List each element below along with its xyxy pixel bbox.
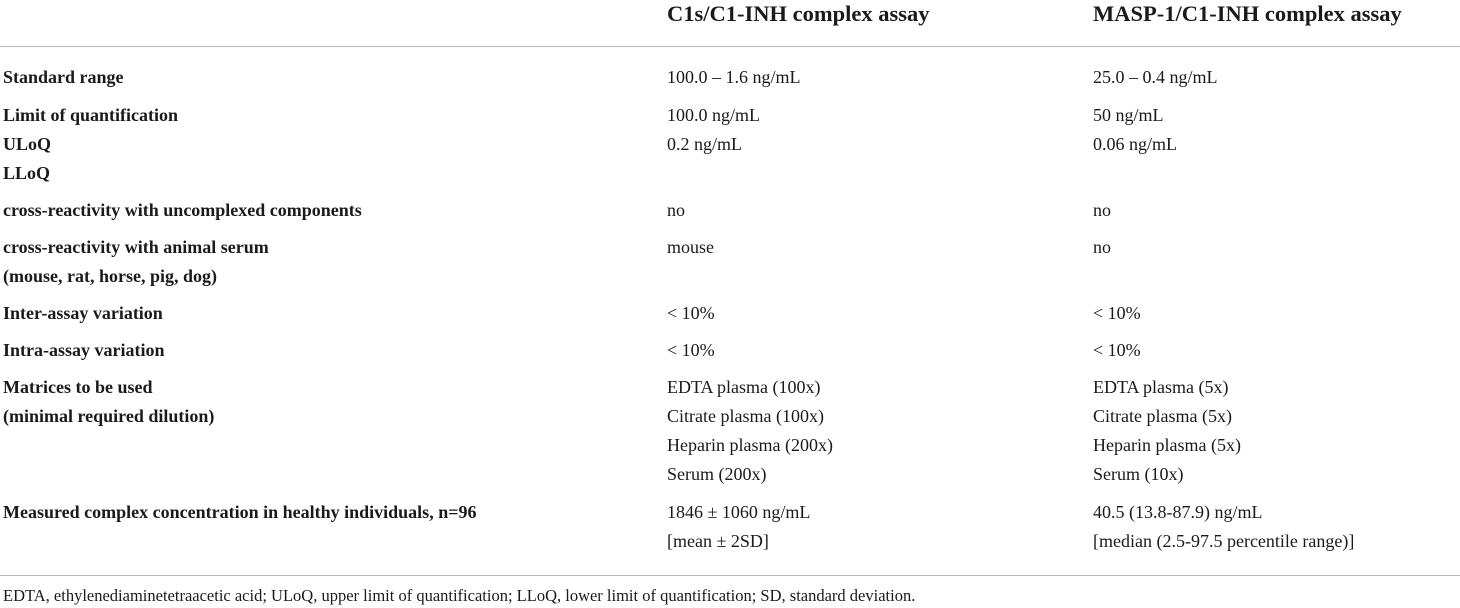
row-label: (minimal required dilution) xyxy=(3,406,215,426)
c1s-value: no xyxy=(667,200,685,220)
c1s-value-cell xyxy=(667,196,685,225)
c1s-value: mouse xyxy=(667,237,714,257)
masp1-value: no xyxy=(1093,200,1111,220)
c1s-value-cell xyxy=(667,101,760,159)
row-label: Matrices to be used xyxy=(3,377,153,397)
row-label-cell xyxy=(3,63,124,92)
masp1-value: < 10% xyxy=(1093,303,1141,323)
row-label: Intra-assay variation xyxy=(3,340,165,360)
c1s-value-cell xyxy=(667,498,810,556)
masp1-value: [median (2.5-97.5 percentile range)] xyxy=(1093,531,1355,551)
masp1-value: < 10% xyxy=(1093,340,1141,360)
c1s-value: Heparin plasma (200x) xyxy=(667,435,833,455)
c1s-value: [mean ± 2SD] xyxy=(667,531,769,551)
masp1-value-cell xyxy=(1093,63,1218,92)
row-label-cell xyxy=(3,101,178,188)
table-footnote: EDTA, ethylenediaminetetraacetic acid; ULoQ, upper limit of quantification; LLoQ, lower limit of quantification; SD, standard deviation. xyxy=(3,586,916,605)
masp1-value-cell xyxy=(1093,101,1177,159)
c1s-value: 100.0 ng/mL xyxy=(667,105,760,125)
masp1-value-cell xyxy=(1093,196,1111,225)
c1s-value: 100.0 – 1.6 ng/mL xyxy=(667,67,801,87)
column-header-c1s: C1s/C1-INH complex assay xyxy=(667,1,930,26)
row-label: cross-reactivity with uncomplexed components xyxy=(3,200,362,220)
masp1-value: EDTA plasma (5x) xyxy=(1093,377,1229,397)
row-label: Standard range xyxy=(3,67,124,87)
c1s-value: < 10% xyxy=(667,340,715,360)
c1s-value-cell xyxy=(667,233,714,262)
masp1-value: no xyxy=(1093,237,1111,257)
c1s-value: 0.2 ng/mL xyxy=(667,134,742,154)
row-label-cell xyxy=(3,498,476,527)
masp1-value: 0.06 ng/mL xyxy=(1093,134,1177,154)
row-label-cell xyxy=(3,233,269,291)
masp1-value-cell xyxy=(1093,336,1141,365)
c1s-value: Citrate plasma (100x) xyxy=(667,406,824,426)
masp1-value-cell xyxy=(1093,498,1354,556)
row-label-cell xyxy=(3,299,163,328)
masp1-value-cell xyxy=(1093,233,1111,262)
masp1-value-cell xyxy=(1093,299,1141,328)
masp1-value: 40.5 (13.8-87.9) ng/mL xyxy=(1093,502,1263,522)
masp1-value-cell xyxy=(1093,373,1241,489)
row-label: Inter-assay variation xyxy=(3,303,163,323)
masp1-value: 25.0 – 0.4 ng/mL xyxy=(1093,67,1218,87)
row-label-cell xyxy=(3,336,165,365)
table-bottom-rule xyxy=(0,575,1460,576)
row-label: Limit of quantification xyxy=(3,105,179,125)
masp1-value: Citrate plasma (5x) xyxy=(1093,406,1232,426)
masp1-value: Heparin plasma (5x) xyxy=(1093,435,1241,455)
masp1-value: Serum (10x) xyxy=(1093,464,1184,484)
c1s-value: Serum (200x) xyxy=(667,464,767,484)
c1s-value-cell xyxy=(667,336,715,365)
row-label: cross-reactivity with animal serum xyxy=(3,237,269,257)
c1s-value-cell xyxy=(667,299,715,328)
c1s-value-cell xyxy=(667,373,833,489)
masp1-value: 50 ng/mL xyxy=(1093,105,1164,125)
c1s-value: < 10% xyxy=(667,303,715,323)
table-header xyxy=(0,0,1460,47)
row-label-cell xyxy=(3,196,362,225)
c1s-value-cell xyxy=(667,63,801,92)
column-header-masp1: MASP-1/C1-INH complex assay xyxy=(1093,1,1402,26)
row-label: ULoQ xyxy=(3,134,52,154)
row-label: Measured complex concentration in healthy individuals, n=96 xyxy=(3,502,477,522)
c1s-value: 1846 ± 1060 ng/mL xyxy=(667,502,811,522)
c1s-value: EDTA plasma (100x) xyxy=(667,377,821,397)
row-label: LLoQ xyxy=(3,163,51,183)
row-label-cell xyxy=(3,373,214,431)
row-label: (mouse, rat, horse, pig, dog) xyxy=(3,266,217,286)
